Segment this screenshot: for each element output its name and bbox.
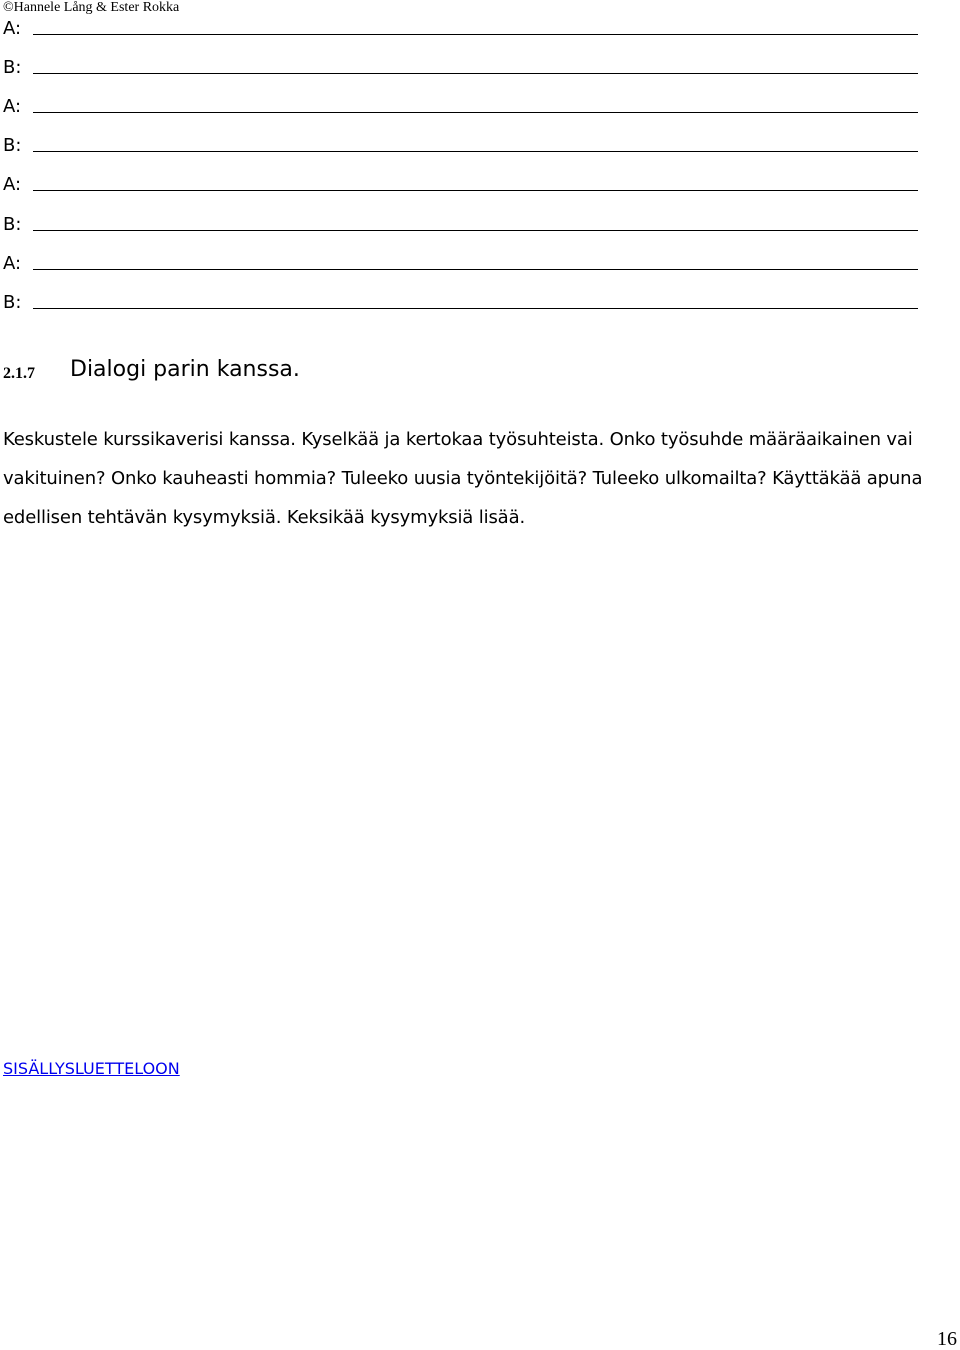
answer-blank-line — [33, 230, 918, 231]
table-of-contents-link[interactable]: SISÄLLYSLUETTELOON — [3, 1059, 180, 1078]
answer-blank-line — [33, 308, 918, 309]
section-title: Dialogi parin kanssa. — [70, 357, 300, 382]
page-number: 16 — [937, 1328, 957, 1350]
dialogue-line — [3, 173, 918, 197]
dialogue-line — [3, 291, 918, 315]
answer-blank-line — [33, 112, 918, 113]
dialogue-line — [3, 252, 918, 276]
dialogue-line — [3, 17, 918, 41]
copyright-notice: ©Hannele Lång & Ester Rokka — [3, 0, 180, 15]
answer-blank-line — [33, 73, 918, 74]
dialogue-line — [3, 213, 918, 237]
speaker-label: B: — [3, 135, 22, 156]
dialogue-line — [3, 56, 918, 80]
dialogue-line — [3, 95, 918, 119]
answer-blank-line — [33, 190, 918, 191]
section-number: 2.1.7 — [3, 365, 35, 382]
speaker-label: B: — [3, 214, 22, 235]
speaker-label: B: — [3, 57, 22, 78]
exercise-instructions: Keskustele kurssikaverisi kanssa. Kyselkää ja kertokaa työsuhteista. Onko työsuhde määräaikainen vai vakituinen? Onko kauheasti hommia? Tuleeko uusia työntekijöitä? Tuleeko ulkomailta? Käyttäkää apuna edellisen tehtävän kysymyksiä. Keksikää kysymyksiä lisää. — [3, 429, 923, 528]
speaker-label: A: — [3, 253, 22, 274]
answer-blank-line — [33, 151, 918, 152]
speaker-label: A: — [3, 174, 22, 195]
answer-blank-line — [33, 269, 918, 270]
answer-blank-line — [33, 34, 918, 35]
dialogue-line — [3, 134, 918, 158]
speaker-label: B: — [3, 292, 22, 313]
speaker-label: A: — [3, 96, 22, 117]
speaker-label: A: — [3, 18, 22, 39]
